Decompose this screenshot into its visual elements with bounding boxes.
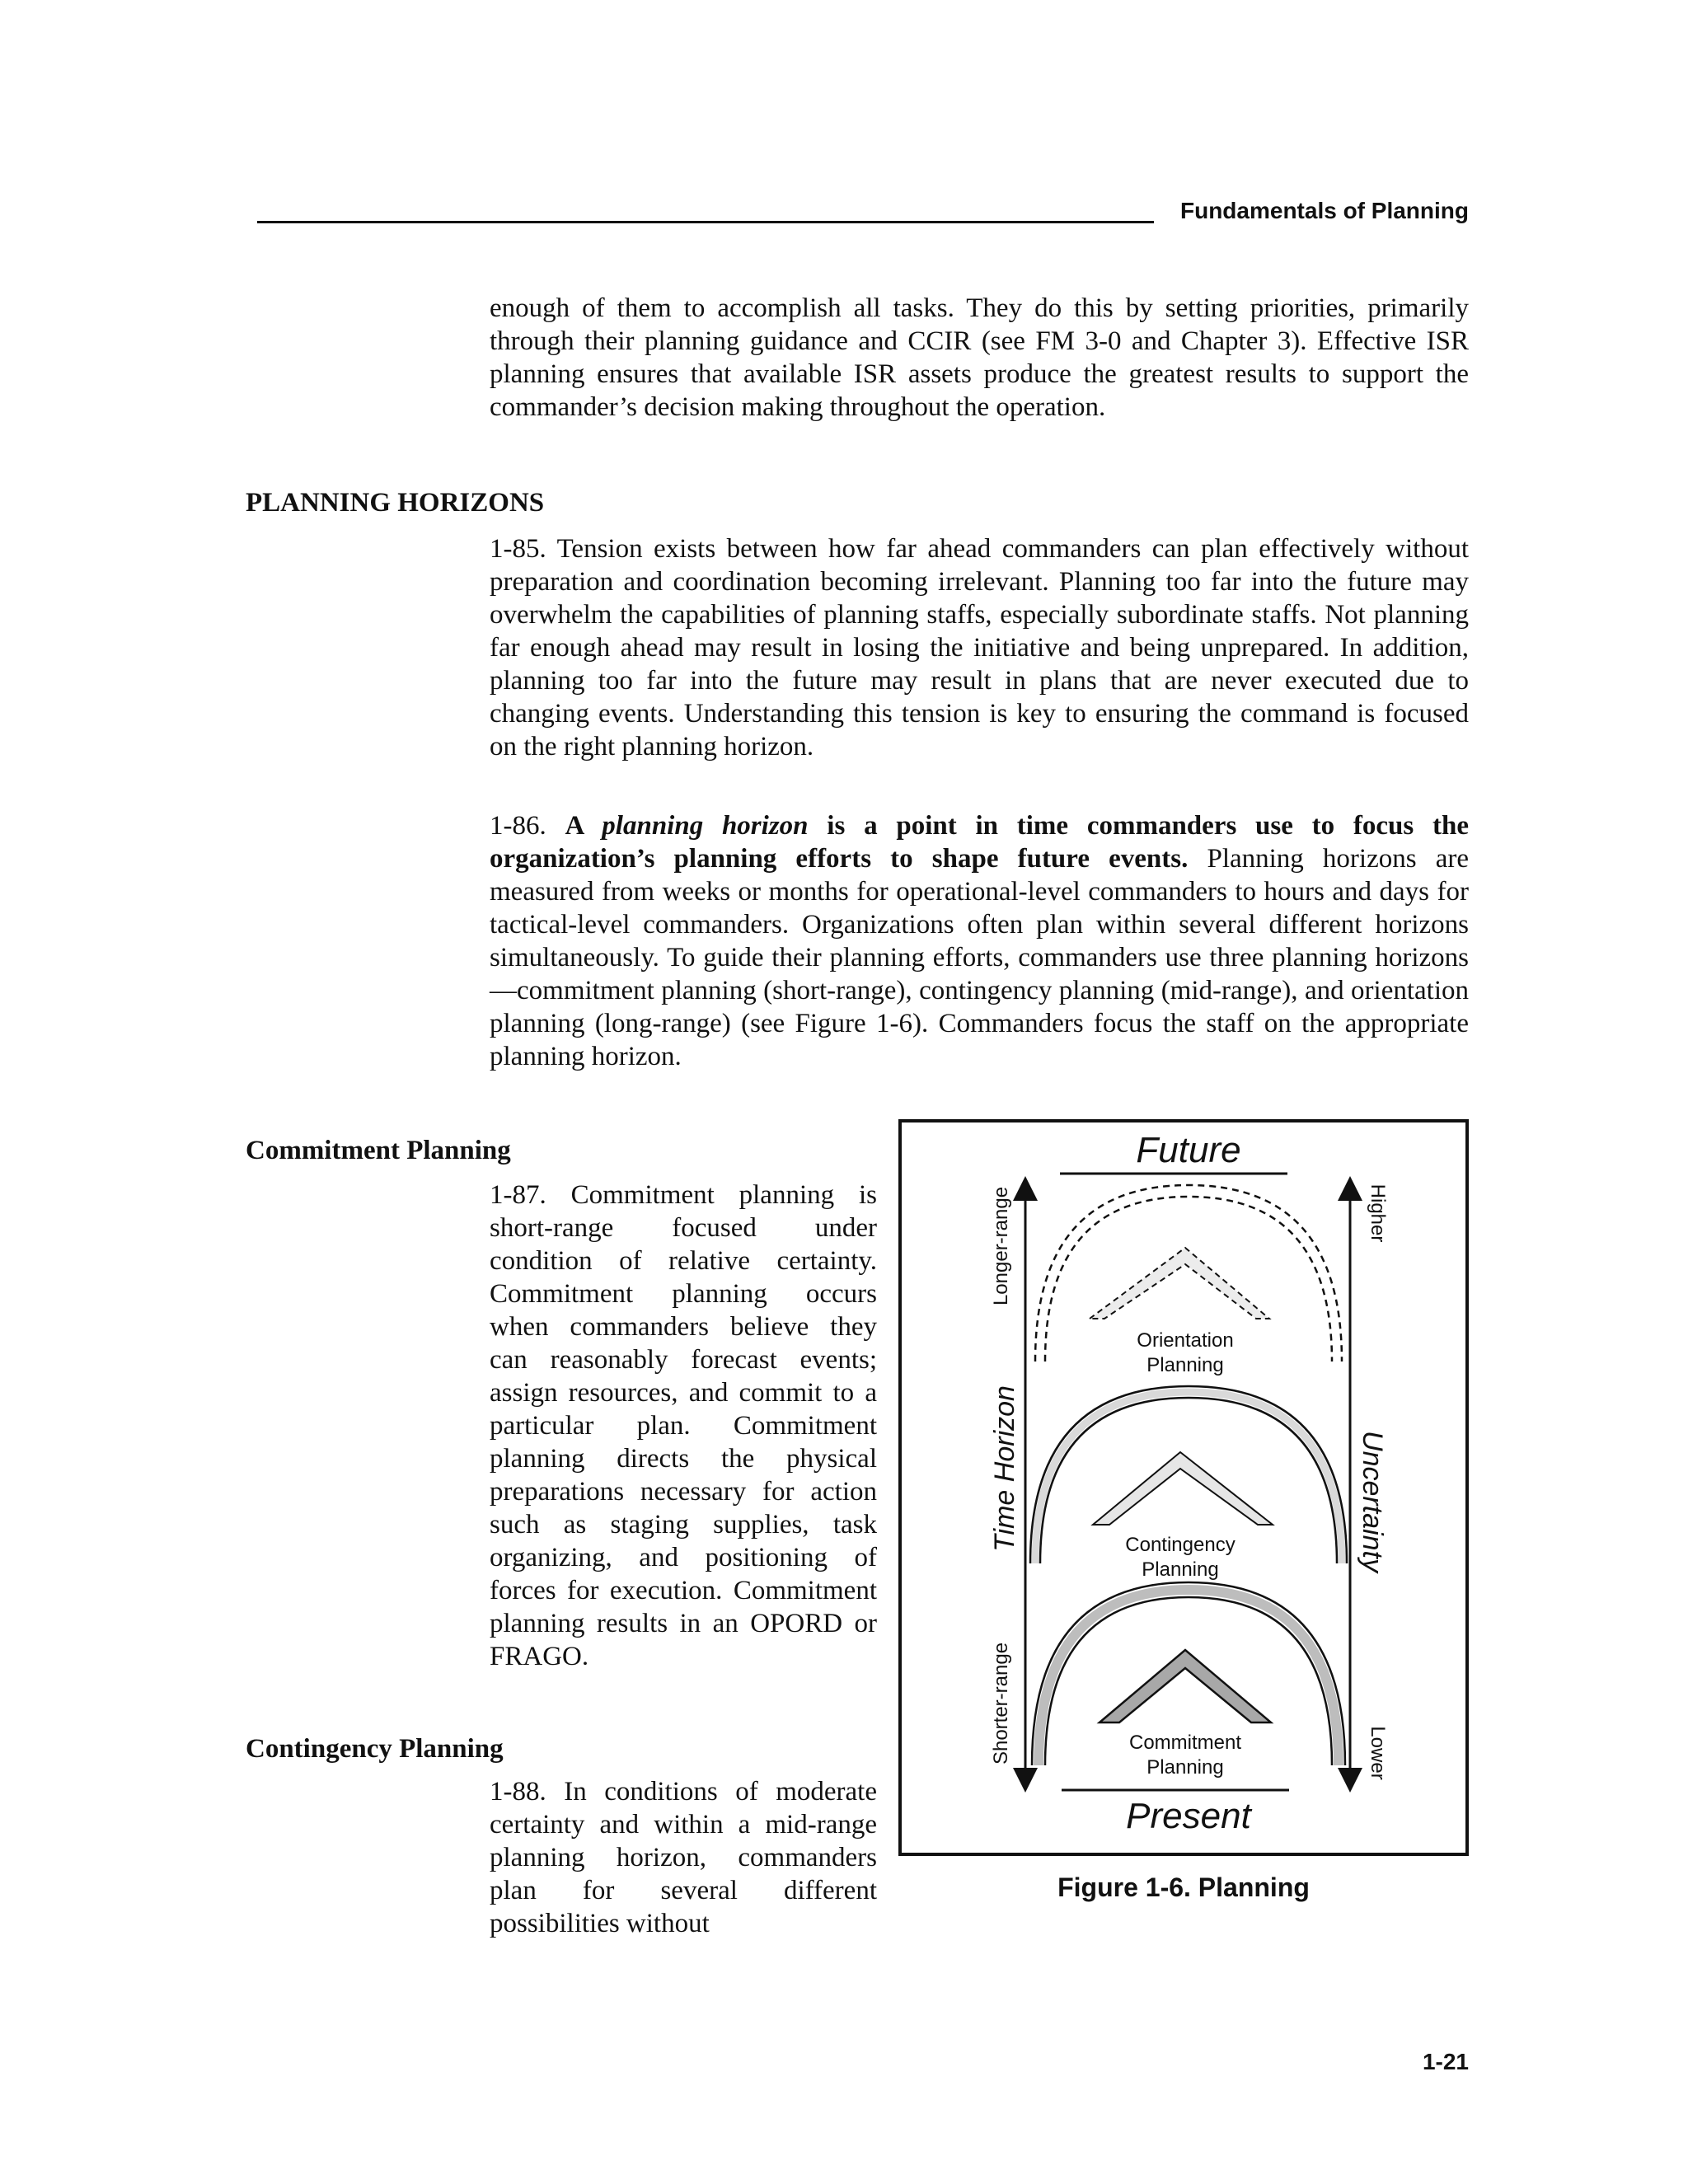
paragraph-1-86-block — [490, 809, 1469, 1073]
planning-horizons-figure — [898, 1119, 1469, 1856]
commitment-paragraph: 1-87. Commitment planning is short-range focused under condition of relative certainty. Commitment planning occurs when commanders believe they can reasonably forecast events; assign resources, and commit to a particular plan. Commitment planning directs the physical preparations necessary for action such as staging supplies, task organizing, and positioning of forces for execution. Commitment planning results in an OPORD or FRAGO. — [490, 1180, 877, 1671]
contingency-label-line1: Contingency — [1125, 1534, 1236, 1556]
paragraph-rest: Planning horizons are measured from weeks or months for operational-level commanders to hours and days for tactical-level commanders. Organizations often plan within several different horizons simultaneously. To guide their planning efforts, commanders use three planning horizons—commitment planning (short-range), contingency planning (mid-range), and orientation planning (long-range) (see Figure 1-6). Commanders focus the staff on the appropriate planning horizon. — [490, 844, 1469, 1071]
defined-term: planning horizon — [602, 811, 809, 841]
paragraph-1-86 — [490, 809, 1469, 1073]
longer-range-label: Longer-range — [990, 1186, 1012, 1306]
lower-label: Lower — [1367, 1726, 1389, 1780]
contingency-label-line2: Planning — [1142, 1558, 1219, 1581]
commitment-label-line1: Commitment — [1128, 1732, 1242, 1754]
definition-lead: A — [565, 811, 603, 841]
definition-text: is a point in time commanders use to focus the organization’s planning efforts to shape future events. — [490, 811, 1469, 874]
header-rule — [257, 221, 1154, 223]
future-label: Future — [1136, 1130, 1241, 1170]
intro-paragraph: enough of them to accomplish all tasks. They do this by setting priorities, primarily through their planning guidance and CCIR (see FM 3-0 and Chapter 3). Effective ISR planning ensures that available ISR assets produce the greatest results to support the commander’s decision making throughout the operation. — [490, 293, 1469, 422]
paragraph-1-85: 1-85. Tension exists between how far ahead commanders can plan effectively without preparation and coordination becoming irrelevant. Planning too far into the future may overwhelm the capabilities of planning staffs, especially subordinate staffs. Not planning far enough ahead may result in losing the initiative and being unprepared. In addition, planning too far into the future may result in plans that are never executed due to changing events. Understanding this tension is key to ensuring the command is focused on the right planning horizon. — [490, 534, 1469, 762]
contingency-heading: Contingency Planning — [246, 1734, 504, 1764]
commitment-paragraph-block — [490, 1179, 877, 1673]
present-label: Present — [1126, 1796, 1251, 1836]
page-number: 1-21 — [1422, 2049, 1469, 2074]
uncertainty-label: Uncertainty — [1357, 1431, 1388, 1572]
orientation-chevron — [1090, 1248, 1269, 1319]
figure-caption: Figure 1-6. Planning — [1057, 1872, 1310, 1902]
shorter-range-label: Shorter-range — [990, 1642, 1012, 1765]
paragraph-1-85-block — [490, 532, 1469, 763]
orientation-label-line1: Orientation — [1137, 1329, 1234, 1352]
contingency-paragraph: 1-88. In conditions of moderate certainty and within a mid-range planning horizon, commanders plan for several different possibilities without — [490, 1777, 877, 1938]
section-heading: PLANNING HORIZONS — [246, 488, 545, 518]
running-header-title: Fundamentals of Planning — [1179, 198, 1469, 223]
time-horizon-label: Time Horizon — [989, 1385, 1020, 1552]
commitment-label-line2: Planning — [1146, 1756, 1224, 1779]
figure-diagram — [902, 1122, 1472, 1859]
commitment-heading: Commitment Planning — [246, 1136, 511, 1165]
orientation-label-line2: Planning — [1146, 1354, 1224, 1376]
intro-paragraph-block — [490, 292, 1469, 424]
contingency-paragraph-block — [490, 1775, 877, 1940]
para-number: 1-86. — [490, 811, 565, 841]
higher-label: Higher — [1367, 1183, 1389, 1243]
